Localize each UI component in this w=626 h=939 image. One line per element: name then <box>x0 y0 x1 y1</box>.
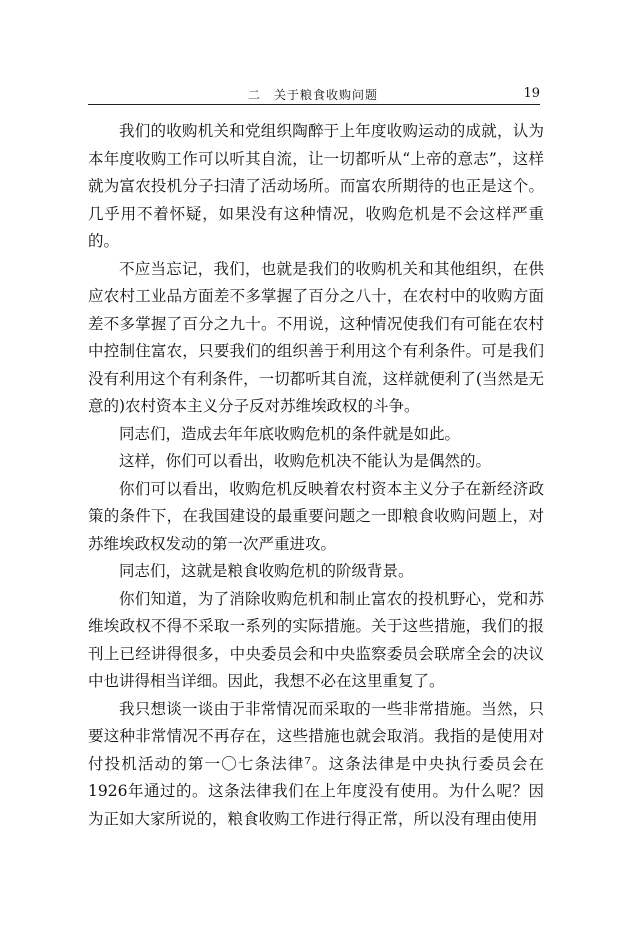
paragraph: 这样，你们可以看出，收购危机决不能认为是偶然的。 <box>119 452 492 470</box>
running-header <box>88 86 540 100</box>
body-text <box>88 118 544 833</box>
paragraph: 同志们，这就是粮食收购危机的阶级背景。 <box>119 562 414 580</box>
paragraph: 同志们，造成去年年底收购危机的条件就是如此。 <box>119 424 461 443</box>
page-number: 19 <box>523 86 540 101</box>
paragraph: 我只想谈一谈由于非常情况而采取的一些非常措施。当然，只要这种非常情况不再存在，这些措施也就会取消。我指的是使用对付投机活动的第一〇七条法律⁷。这条法律是中央执行委员会在1926年通过的。这条法律我们在上年度没有使用。为什么呢？因为正如大家所说的，粮食收购工作进行得正常，所以没有理由使用 <box>88 699 544 828</box>
paragraph: 你们知道，为了消除收购危机和制止富农的投机野心，党和苏维埃政权不得不采取一系列的实际措施。关于这些措施，我们的报刊上已经讲得很多，中央委员会和中央监察委员会联席全会的决议中也讲得相当详细。因此，我想不必在这里重复了。 <box>88 589 544 690</box>
header-rule <box>88 104 540 105</box>
paragraph: 不应当忘记，我们，也就是我们的收购机关和其他组织，在供应农村工业品方面差不多掌握了百分之八十，在农村中的收购方面差不多掌握了百分之九十。不用说，这种情况使我们有可能在农村中控制住富农，只要我们的组织善于利用这个有利条件。可是我们没有利用这个有利条件，一切都听其自流，这样就便利了(当然是无意的)农村资本主义分子反对苏维埃政权的斗争。 <box>88 259 544 415</box>
paragraph: 你们可以看出，收购危机反映着农村资本主义分子在新经济政策的条件下，在我国建设的最重要问题之一即粮食收购问题上，对苏维埃政权发动的第一次严重进攻。 <box>88 479 544 553</box>
section-title: 二 关于粮食收购问题 <box>248 88 379 102</box>
paragraph: 我们的收购机关和党组织陶醉于上年度收购运动的成就，认为本年度收购工作可以听其自流，让一切都听从“上帝的意志”，这样就为富农投机分子扫清了活动场所。而富农所期待的也正是这个。几乎用不着怀疑，如果没有这种情况，收购危机是不会这样严重的。 <box>88 122 544 250</box>
